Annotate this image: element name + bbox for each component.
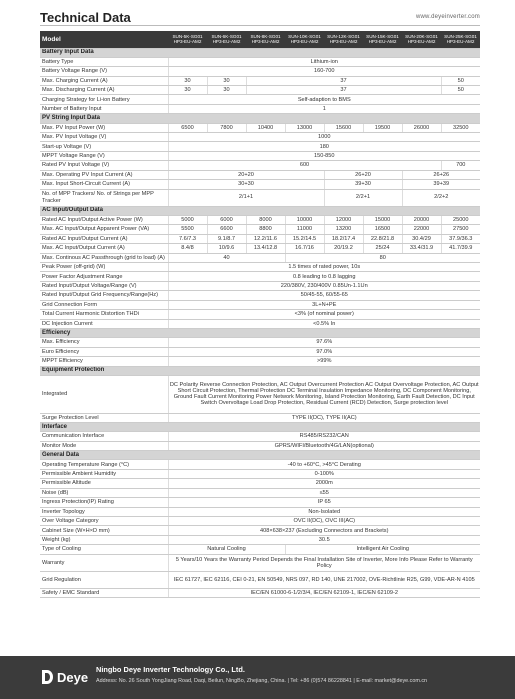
row-label: General Data bbox=[40, 451, 480, 460]
section-header-row bbox=[40, 48, 480, 57]
spec-value: 11000 bbox=[285, 225, 324, 234]
table-row bbox=[40, 507, 480, 516]
spec-value: 30 bbox=[168, 76, 207, 85]
spec-value: SUN-15K-SG01 HP3-EU-AM2 bbox=[363, 31, 402, 48]
spec-value: 18.2/17.4 bbox=[324, 234, 363, 243]
spec-value: 15000 bbox=[363, 215, 402, 224]
spec-value: 20+20 bbox=[168, 170, 324, 179]
spec-value: Natural Cooling bbox=[168, 545, 285, 554]
table-row bbox=[40, 357, 480, 366]
row-label: Interface bbox=[40, 423, 480, 432]
row-label: Battery Voltage Range (V) bbox=[40, 67, 168, 76]
row-label: Peak Power (off-grid) (W) bbox=[40, 262, 168, 271]
spec-value: RS485/RS232/CAN bbox=[168, 432, 480, 441]
row-label: MPPT Voltage Range (V) bbox=[40, 151, 168, 160]
brand-logo bbox=[40, 669, 88, 685]
table-row bbox=[40, 161, 480, 170]
spec-value: 7.6/7.3 bbox=[168, 234, 207, 243]
table-row bbox=[40, 545, 480, 554]
spec-value: 13200 bbox=[324, 225, 363, 234]
row-label: Monitor Mode bbox=[40, 441, 168, 450]
section-header-row bbox=[40, 423, 480, 432]
table-row bbox=[40, 432, 480, 441]
row-label: No. of MPP Trackers/ No. of Strings per MPP Tracker bbox=[40, 189, 168, 206]
row-label: Type of Cooling bbox=[40, 545, 168, 554]
table-row bbox=[40, 170, 480, 179]
table-row bbox=[40, 588, 480, 597]
table-row bbox=[40, 86, 480, 95]
table-row bbox=[40, 234, 480, 243]
spec-value: 15600 bbox=[324, 123, 363, 132]
spec-value: 7800 bbox=[207, 123, 246, 132]
row-label: Power Factor Adjustment Range bbox=[40, 272, 168, 281]
spec-value: 1.5 times of rated power, 10s bbox=[168, 262, 480, 271]
spec-value: SUN-12K-SG01 HP3-EU-AM2 bbox=[324, 31, 363, 48]
table-row bbox=[40, 189, 480, 206]
table-row bbox=[40, 571, 480, 588]
row-label: Integrated bbox=[40, 375, 168, 413]
row-label: PV String Input Data bbox=[40, 114, 480, 123]
brand-name: Deye bbox=[57, 669, 89, 685]
table-row bbox=[40, 215, 480, 224]
spec-value: >99% bbox=[168, 357, 480, 366]
spec-value: Intelligent Air Cooling bbox=[285, 545, 480, 554]
spec-value: 5500 bbox=[168, 225, 207, 234]
footer bbox=[0, 656, 515, 699]
row-label: Permissible Ambient Humidity bbox=[40, 469, 168, 478]
row-label: Max. Input Short-Circuit Current (A) bbox=[40, 180, 168, 189]
spec-value: 30 bbox=[207, 86, 246, 95]
spec-value: 39+39 bbox=[402, 180, 480, 189]
table-row bbox=[40, 319, 480, 328]
spec-value: OVC II(DC), OVC III(AC) bbox=[168, 517, 480, 526]
spec-value: 16500 bbox=[363, 225, 402, 234]
spec-value: 5000 bbox=[168, 215, 207, 224]
spec-value: 30 bbox=[207, 76, 246, 85]
table-row bbox=[40, 142, 480, 151]
row-label: Inverter Topology bbox=[40, 507, 168, 516]
spec-value: 26+20 bbox=[324, 170, 402, 179]
row-label: Total Current Harmonic Distortion THDi bbox=[40, 310, 168, 319]
spec-value: 160-700 bbox=[168, 67, 480, 76]
table-row bbox=[40, 225, 480, 234]
spec-value: IP 65 bbox=[168, 498, 480, 507]
table-row bbox=[40, 498, 480, 507]
spec-value: 6500 bbox=[168, 123, 207, 132]
spec-value: 180 bbox=[168, 142, 480, 151]
table-row bbox=[40, 517, 480, 526]
table-row bbox=[40, 375, 480, 413]
row-label: Charging Strategy for Li-ion Battery bbox=[40, 95, 168, 104]
row-label: Number of Battery Input bbox=[40, 104, 168, 113]
table-row bbox=[40, 244, 480, 253]
spec-value: ≤55 bbox=[168, 488, 480, 497]
spec-value: 80 bbox=[285, 253, 480, 262]
spec-value: 22.8/21.8 bbox=[363, 234, 402, 243]
spec-value: 6000 bbox=[207, 215, 246, 224]
spec-value: 408×638×237 (Excluding Connectors and Brackets) bbox=[168, 526, 480, 535]
spec-value: <3% (of nominal power) bbox=[168, 310, 480, 319]
section-header-row bbox=[40, 329, 480, 338]
spec-value: 26+26 bbox=[402, 170, 480, 179]
spec-value: SUN-5K-SG01 HP3-EU-AM2 bbox=[168, 31, 207, 48]
spec-value: 10/9.6 bbox=[207, 244, 246, 253]
website-url[interactable]: www.deyeinverter.com bbox=[415, 14, 480, 20]
spec-value: 22000 bbox=[402, 225, 441, 234]
row-label: Rated AC Input/Output Active Power (W) bbox=[40, 215, 168, 224]
row-label: Noise (dB) bbox=[40, 488, 168, 497]
spec-value: IEC/EN 61000-6-1/2/3/4, IEC/EN 62109-1, IEC/EN 62109-2 bbox=[168, 588, 480, 597]
row-label: Max. AC Input/Output Apparent Power (VA) bbox=[40, 225, 168, 234]
row-label: Equipment Protection bbox=[40, 366, 480, 375]
row-label: Battery Type bbox=[40, 57, 168, 66]
row-label: Max. Discharging Current (A) bbox=[40, 86, 168, 95]
spec-value: 30.4/29 bbox=[402, 234, 441, 243]
spec-value: Lithium-ion bbox=[168, 57, 480, 66]
spec-value: 50/45-55, 60/55-65 bbox=[168, 291, 480, 300]
row-label: Max. Continous AC Passthrough (grid to load) (A) bbox=[40, 253, 168, 262]
row-label: Grid Regulation bbox=[40, 571, 168, 588]
model-header-row bbox=[40, 31, 480, 48]
spec-value: 27500 bbox=[441, 225, 480, 234]
row-label: Max. AC Input/Output Current (A) bbox=[40, 244, 168, 253]
row-label: Max. PV Input Voltage (V) bbox=[40, 132, 168, 141]
spec-value: 12.2/11.6 bbox=[246, 234, 285, 243]
table-row bbox=[40, 554, 480, 571]
table-row bbox=[40, 460, 480, 469]
spec-value: 41.7/39.9 bbox=[441, 244, 480, 253]
table-row bbox=[40, 338, 480, 347]
spec-value: 2/2+1 bbox=[324, 189, 402, 206]
spec-value: 30.5 bbox=[168, 535, 480, 544]
spec-value: SUN-6K-SG01 HP3-EU-AM2 bbox=[207, 31, 246, 48]
table-row bbox=[40, 413, 480, 422]
table-row bbox=[40, 95, 480, 104]
row-label: AC Input/Output Data bbox=[40, 206, 480, 215]
spec-value: 15.2/14.5 bbox=[285, 234, 324, 243]
spec-value: 9.1/8.7 bbox=[207, 234, 246, 243]
spec-value: 25/24 bbox=[363, 244, 402, 253]
section-header-row bbox=[40, 114, 480, 123]
spec-value: 20/19.2 bbox=[324, 244, 363, 253]
spec-value: 33.4/31.9 bbox=[402, 244, 441, 253]
spec-value: GPRS/WIFI/Bluetooth/4G/LAN(optional) bbox=[168, 441, 480, 450]
spec-value: Non-Isolated bbox=[168, 507, 480, 516]
row-label: Rated AC Input/Output Current (A) bbox=[40, 234, 168, 243]
spec-value: 26000 bbox=[402, 123, 441, 132]
row-label: Efficiency bbox=[40, 329, 480, 338]
spec-value: <0.5% In bbox=[168, 319, 480, 328]
table-row bbox=[40, 526, 480, 535]
table-row bbox=[40, 67, 480, 76]
spec-value: 40 bbox=[168, 253, 285, 262]
row-label: Euro Efficiency bbox=[40, 347, 168, 356]
spec-value: 5 Years/10 Years the Warranty Period Depends the Final Installation Site of Inverter, More Info Please Refer to Warranty Policy bbox=[168, 554, 480, 571]
row-label: Operating Temperature Range (°C) bbox=[40, 460, 168, 469]
spec-value: 12000 bbox=[324, 215, 363, 224]
row-label: Rated Input/Output Voltage/Range (V) bbox=[40, 281, 168, 290]
section-header-row bbox=[40, 206, 480, 215]
spec-value: 10400 bbox=[246, 123, 285, 132]
spec-value: 8.4/8 bbox=[168, 244, 207, 253]
row-label: Max. PV Input Power (W) bbox=[40, 123, 168, 132]
table-row bbox=[40, 281, 480, 290]
row-label: Max. Operating PV Input Current (A) bbox=[40, 170, 168, 179]
spec-value: Self-adaption to BMS bbox=[168, 95, 480, 104]
table-row bbox=[40, 441, 480, 450]
page-header bbox=[40, 8, 480, 30]
spec-value: 2000m bbox=[168, 479, 480, 488]
spec-value: 30 bbox=[168, 86, 207, 95]
row-label: Max. Charging Current (A) bbox=[40, 76, 168, 85]
page-title: Technical Data bbox=[40, 10, 131, 25]
table-row bbox=[40, 469, 480, 478]
table-row bbox=[40, 300, 480, 309]
spec-value: 19500 bbox=[363, 123, 402, 132]
spec-value: 97.6% bbox=[168, 338, 480, 347]
row-label: MPPT Efficiency bbox=[40, 357, 168, 366]
table-row bbox=[40, 57, 480, 66]
row-label: Grid Connection Form bbox=[40, 300, 168, 309]
spec-value: 3L+N+PE bbox=[168, 300, 480, 309]
spec-value: 50 bbox=[441, 86, 480, 95]
spec-value: 32500 bbox=[441, 123, 480, 132]
spec-value: 13.4/12.8 bbox=[246, 244, 285, 253]
table-row bbox=[40, 151, 480, 160]
spec-value: 16.7/16 bbox=[285, 244, 324, 253]
spec-value: 700 bbox=[441, 161, 480, 170]
spec-value: 39+30 bbox=[324, 180, 402, 189]
section-header-row bbox=[40, 451, 480, 460]
table-row bbox=[40, 272, 480, 281]
table-row bbox=[40, 535, 480, 544]
header-divider bbox=[40, 25, 480, 26]
table-row bbox=[40, 488, 480, 497]
table-row bbox=[40, 310, 480, 319]
section-header-row bbox=[40, 366, 480, 375]
spec-value: -40 to +60°C, >45°C Derating bbox=[168, 460, 480, 469]
row-label: Surge Protection Level bbox=[40, 413, 168, 422]
row-label: DC Injection Current bbox=[40, 319, 168, 328]
spec-value: 20000 bbox=[402, 215, 441, 224]
spec-table bbox=[40, 31, 480, 598]
table-row bbox=[40, 253, 480, 262]
spec-value: 0.8 leading to 0.8 lagging bbox=[168, 272, 480, 281]
spec-value: 50 bbox=[441, 76, 480, 85]
row-label: Max. Efficiency bbox=[40, 338, 168, 347]
spec-value: 2/1+1 bbox=[168, 189, 324, 206]
spec-value: DC Polarity Reverse Connection Protection, AC Output Overcurrent Protection AC Output Overvoltage Protection, AC Output Short Circuit Protection, Thermal Protection DC Terminal Insulation Impedance Monitoring, DC Component Monitoring, Ground Fault Current Monitoring Power Network Monitoring, Island Protection Monitoring, Earth Fault Detection, DC Input Switch Overvoltage Load Drop Protection, Residual Current (RCD) Detection, Surge protection level bbox=[168, 375, 480, 413]
row-label: Rated PV Input Voltage (V) bbox=[40, 161, 168, 170]
spec-value: SUN-8K-SG01 HP3-EU-AM2 bbox=[246, 31, 285, 48]
row-label: Cabinet Size (W×H×D mm) bbox=[40, 526, 168, 535]
spec-value: 150-850 bbox=[168, 151, 480, 160]
spec-value: 2/2+2 bbox=[402, 189, 480, 206]
table-row bbox=[40, 347, 480, 356]
row-label: Over Voltage Category bbox=[40, 517, 168, 526]
spec-value: SUN-25K-SG01 HP3-EU-AM2 bbox=[441, 31, 480, 48]
spec-value: 8000 bbox=[246, 215, 285, 224]
table-row bbox=[40, 76, 480, 85]
table-row bbox=[40, 132, 480, 141]
deye-logo-icon bbox=[40, 669, 54, 685]
spec-value: IEC 61727, IEC 62116, CEI 0-21, EN 50549, NRS 097, RD 140, UNE 217002, OVE-Richtlinie R25, G99, VDE-AR-N 4105 bbox=[168, 571, 480, 588]
spec-value: 30+30 bbox=[168, 180, 324, 189]
spec-value: 10000 bbox=[285, 215, 324, 224]
spec-value: TYPE II(DC), TYPE II(AC) bbox=[168, 413, 480, 422]
spec-value: 1000 bbox=[168, 132, 480, 141]
table-row bbox=[40, 180, 480, 189]
spec-value: SUN-20K-SG01 HP3-EU-AM2 bbox=[402, 31, 441, 48]
spec-value: 8800 bbox=[246, 225, 285, 234]
table-row bbox=[40, 123, 480, 132]
spec-value: 1 bbox=[168, 104, 480, 113]
row-label: Safety / EMC Standard bbox=[40, 588, 168, 597]
spec-value: 25000 bbox=[441, 215, 480, 224]
spec-value: 600 bbox=[168, 161, 441, 170]
spec-value: 13000 bbox=[285, 123, 324, 132]
row-label: Communication Interface bbox=[40, 432, 168, 441]
row-label: Battery Input Data bbox=[40, 48, 480, 57]
row-label: Weight (kg) bbox=[40, 535, 168, 544]
spec-value: 0-100% bbox=[168, 469, 480, 478]
table-row bbox=[40, 479, 480, 488]
spec-value: 6600 bbox=[207, 225, 246, 234]
row-label: Ingress Protection(IP) Rating bbox=[40, 498, 168, 507]
table-row bbox=[40, 262, 480, 271]
table-row bbox=[40, 104, 480, 113]
spec-value: SUN-10K-SG01 HP3-EU-AM2 bbox=[285, 31, 324, 48]
spec-value: 220/380V, 230/400V 0.85Un-1.1Un bbox=[168, 281, 480, 290]
spec-value: 97.0% bbox=[168, 347, 480, 356]
row-label: Permissible Altitude bbox=[40, 479, 168, 488]
table-row bbox=[40, 291, 480, 300]
spec-value: 37.9/36.3 bbox=[441, 234, 480, 243]
row-label: Start-up Voltage (V) bbox=[40, 142, 168, 151]
spec-value: 37 bbox=[246, 86, 441, 95]
row-label: Model bbox=[40, 31, 168, 48]
row-label: Rated Input/Output Grid Frequency/Range(Hz) bbox=[40, 291, 168, 300]
contact-info: Address: No. 26 South YongJiang Road, Daqi, Beilun, NingBo, Zhejiang, China. | Tel: +86 (0)574 86228841 | E-mail: market@deye.com.cn bbox=[96, 678, 428, 684]
spec-value: 37 bbox=[246, 76, 441, 85]
company-name: Ningbo Deye Inverter Technology Co., Ltd. bbox=[96, 665, 245, 674]
row-label: Warranty bbox=[40, 554, 168, 571]
